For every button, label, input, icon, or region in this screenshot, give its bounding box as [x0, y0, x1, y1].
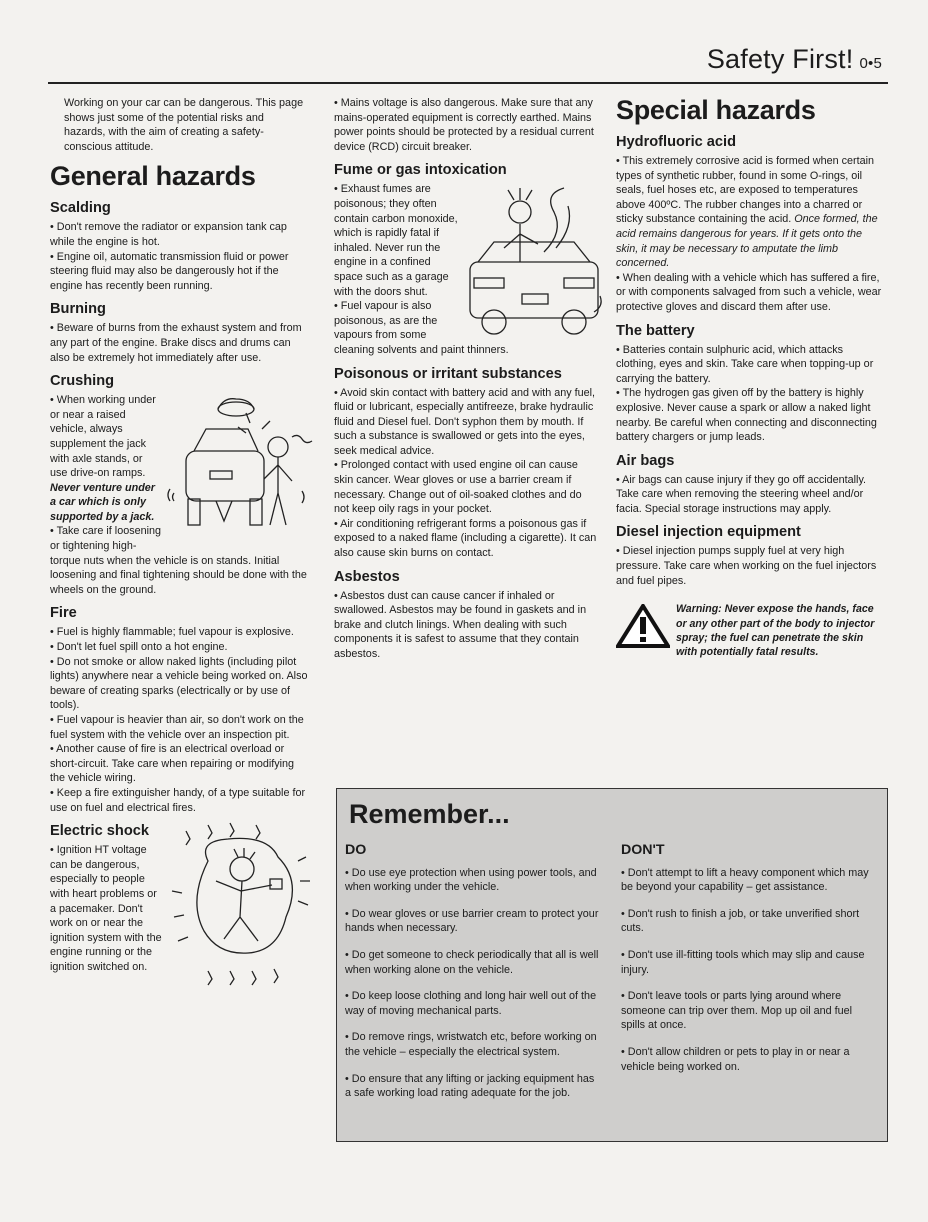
hydrofluoric-p1 [616, 154, 882, 271]
do-item: • Do ensure that any lifting or jacking equipment has a safe working load rating adequate for the job. [345, 1072, 595, 1100]
dont-heading: DON'T [621, 842, 665, 858]
do-item: • Do keep loose clothing and long hair well out of the way of moving mechanical parts. [345, 990, 597, 1017]
diesel-heading: Diesel injection equipment [616, 524, 801, 541]
dont-item: • Don't use ill-fitting tools which may slip and cause injury. [621, 948, 865, 976]
fire-p3: • Do not smoke or allow naked lights (including pilot lights) anywhere near a vehicle being worked on. Also beware of creating sparks (electrically or by use of tools). [50, 655, 308, 712]
dont-item: • Don't allow children or pets to play in or near a vehicle being worked on. [621, 1045, 850, 1073]
battery-heading: The battery [616, 322, 695, 339]
asbestos-p1: • Asbestos dust can cause cancer if inhaled or swallowed. Asbestos may be found in gaskets and in brake and clutch linings. When dealing with such components it is safest to assume that they contain asbestos. [334, 589, 587, 660]
airbags-heading: Air bags [616, 452, 675, 469]
fume-illustration [464, 182, 604, 338]
fire-p5: • Another cause of fire is an electrical overload or short-circuit. Take care when repairing or modifying the vehicle wiring. [50, 743, 295, 785]
hydrofluoric-p1-text: • This extremely corrosive acid is formed when certain types of synthetic rubber, found in some O-rings, oil seals, fuel hoses etc, are exposed to temperatures above 400ºC. The rubber changes into a charred or sticky substance containing the acid. [616, 155, 875, 226]
hydrofluoric-heading: Hydrofluoric acid [616, 134, 737, 150]
remember-title: Remember... [349, 799, 510, 829]
warning-icon [616, 604, 670, 648]
electric-shock-illustration [168, 821, 318, 989]
poison-p3: • Air conditioning refrigerant forms a poisonous gas if exposed to a naked flame (including a cigarette). It can also cause skin burns on contact. [334, 517, 597, 560]
intro-text: Working on your car can be dangerous. This page shows just some of the potential risks and hazards, with the aim of creating a safety-conscious attitude. [64, 97, 304, 153]
do-column [345, 843, 603, 1113]
crushing-heading: Crushing [50, 373, 115, 390]
dont-item: • Don't rush to finish a job, or take unverified short cuts. [621, 907, 860, 935]
fire-p4: • Fuel vapour is heavier than air, so don't work on the fuel system with the vehicle over an inspection pit. [50, 714, 304, 741]
fire-p6: • Keep a fire extinguisher handy, of a type suitable for use on fuel and electrical fires. [50, 786, 306, 814]
diesel-p1: • Diesel injection pumps supply fuel at very high pressure. Take care when working on the fuel injectors and fuel pipes. [616, 545, 877, 587]
warning-box [616, 602, 882, 660]
page-number: 0•5 [859, 55, 882, 72]
poison-p2: • Prolonged contact with used engine oil can cause skin cancer. Wear gloves or use a barrier cream if necessary. Change out of oil-soaked clothes and do not keep oily rags in your pocket. [334, 459, 582, 516]
warning-text: Warning: Never expose the hands, face or any other part of the body to injector spray; the fuel can penetrate the skin with potentially fatal results. [676, 603, 875, 659]
crushing-illustration [166, 393, 316, 543]
crushing-warning: Never venture under a car which is only supported by a jack. [50, 481, 156, 523]
poison-heading: Poisonous or irritant substances [334, 365, 562, 382]
scalding-heading: Scalding [50, 200, 111, 217]
column-middle [334, 96, 598, 662]
remember-box [336, 788, 888, 1142]
do-item: • Do wear gloves or use barrier cream to protect your hands when necessary. [345, 907, 599, 935]
page-title [707, 44, 882, 75]
title-text: Safety First! [706, 44, 854, 74]
poison-p1: • Avoid skin contact with battery acid and with any fuel, fluid or lubricant, especially antifreeze, brake hydraulic fluid and Diesel fuel. Don't syphon them by mouth. If such a substance is swallowed or gets into the eyes, seek medical advice. [334, 386, 596, 457]
dont-item: • Don't leave tools or parts lying around where someone can trip over them. Mop up oil and fuel spills at once. [621, 990, 853, 1032]
scalding-p1: • Don't remove the radiator or expansion tank cap while the engine is hot. [50, 221, 287, 248]
special-hazards-heading: Special hazards [616, 95, 816, 125]
burning-heading: Burning [50, 301, 106, 318]
scalding-p2: • Engine oil, automatic transmission fluid or power steering fluid may also be dangerously hot if the engine has recently been running. [50, 250, 289, 292]
mains-voltage-text: • Mains voltage is also dangerous. Make sure that any mains-operated equipment is correctly earthed. Mains power points should be protected by a residual current device (RCD) circuit breaker. [334, 97, 594, 153]
general-hazards-heading: General hazards [50, 161, 256, 192]
battery-p2: • The hydrogen gas given off by the battery is highly explosive. Never cause a spark or allow a naked light nearby. Be careful when connecting and disconnecting battery chargers or jump leads. [616, 387, 877, 444]
do-heading: DO [345, 842, 367, 858]
asbestos-heading: Asbestos [334, 568, 400, 585]
hydrofluoric-p1-italic: Once formed, the acid remains dangerous for years. If it gets onto the skin, it may be necessary to amputate the limb concerned. [616, 213, 878, 270]
fire-p2: • Don't let fuel spill onto a hot engine. [50, 641, 228, 654]
airbags-p1: • Air bags can cause injury if they go off accidentally. Take care when removing the steering wheel and/or facia. Special storage instructions may apply. [616, 473, 867, 515]
do-item: • Do remove rings, wristwatch etc, before working on the vehicle – especially the electrical system. [345, 1031, 597, 1058]
battery-p1: • Batteries contain sulphuric acid, which attacks clothing, eyes and skin. Take care when topping-up or carrying the battery. [616, 343, 874, 385]
fire-heading: Fire [50, 605, 77, 622]
crushing-p1: • When working under or near a raised vehicle, always supplement the jack with axle stands, or use drive-on ramps. [50, 394, 156, 480]
hydrofluoric-p2: • When dealing with a vehicle which has suffered a fire, or with components salvaged from such a vehicle, wear protective gloves and discard them after use. [616, 271, 882, 313]
electric-shock-heading: Electric shock [50, 823, 149, 840]
crushing-p2: • Take care if loosening or tightening high-torque nuts when the vehicle is on stands. Initial loosening and final tightening should be done with the wheels on the ground. [50, 525, 307, 596]
do-item: • Do get someone to check periodically that all is well when working alone on the vehicle. [345, 948, 599, 976]
dont-item: • Don't attempt to lift a heavy component which may be beyond your capability – get assistance. [621, 866, 869, 894]
column-special [616, 94, 882, 660]
fume-p2: • Fuel vapour is also poisonous, as are the vapours from some cleaning solvents and paint thinners. [334, 300, 509, 356]
electric-shock-p1: • Ignition HT voltage can be dangerous, especially to people with heart problems or a pacemaker. Don't work on or near the ignition system with the engine running or the ignition switched on. [50, 844, 162, 973]
burning-p1: • Beware of burns from the exhaust system and from any part of the engine. Brake discs and drums can also be extremely hot immediately after use. [50, 322, 302, 364]
fire-p1: • Fuel is highly flammable; fuel vapour is explosive. [50, 626, 294, 639]
fume-heading: Fume or gas intoxication [334, 162, 507, 179]
dont-column [621, 843, 871, 1086]
column-general [50, 96, 308, 989]
header-rule [48, 82, 888, 84]
fume-p1: • Exhaust fumes are poisonous; they often contain carbon monoxide, which is rapidly fatal if inhaled. Never run the engine in a confined space such as a garage with the doors shut. [334, 183, 458, 298]
do-item: • Do use eye protection when using power tools, and when working under the vehicle. [345, 866, 597, 894]
